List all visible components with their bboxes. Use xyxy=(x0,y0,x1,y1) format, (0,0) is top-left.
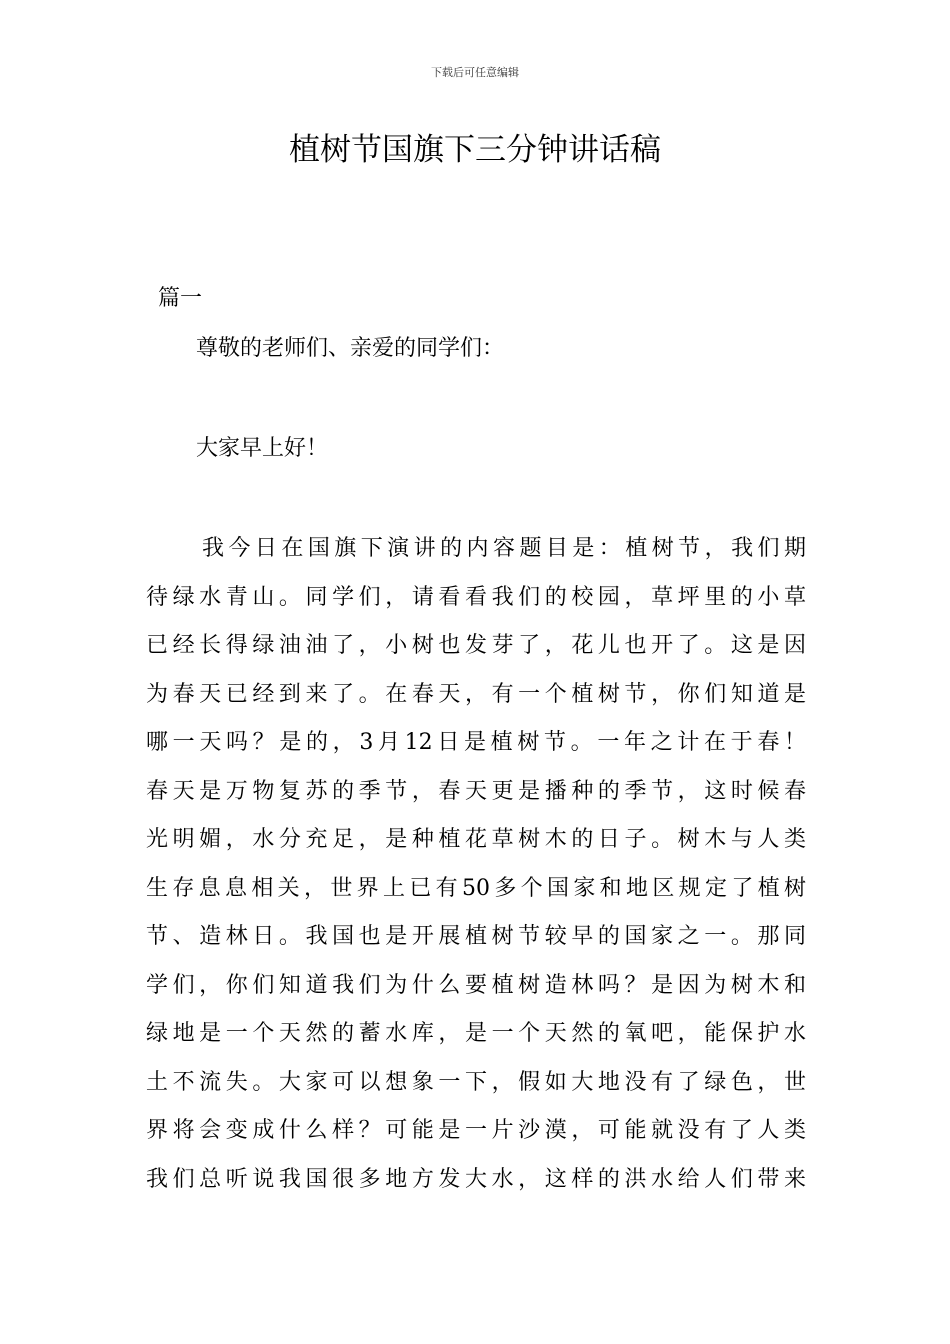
section-label: 篇一 xyxy=(158,286,203,311)
salutation-line: 大家早上好！ xyxy=(196,436,329,461)
body-line: 节、造林日。我国也是开展植树节较早的国家之一。那同 xyxy=(146,924,806,949)
body-line: 绿地是一个天然的蓄水库，是一个天然的氧吧，能保护水 xyxy=(146,1021,806,1046)
body-line: 学们，你们知道我们为什么要植树造林吗？是因为树木和 xyxy=(146,972,806,998)
body-line: 生存息息相关，世界上已有50多个国家和地区规定了植树 xyxy=(146,875,806,901)
body-line: 已经长得绿油油了，小树也发芽了，花儿也开了。这是因 xyxy=(146,633,806,658)
body-line: 光明媚，水分充足，是种植花草树木的日子。树木与人类 xyxy=(146,827,806,852)
body-line: 待绿水青山。同学们，请看看我们的校园，草坪里的小草 xyxy=(146,584,806,610)
body-line: 春天是万物复苏的季节，春天更是播种的季节，这时候春 xyxy=(146,778,806,804)
body-line: 我今日在国旗下演讲的内容题目是：植树节，我们期 xyxy=(202,536,806,561)
body-line: 界将会变成什么样？可能是一片沙漠，可能就没有了人类 xyxy=(146,1118,806,1143)
body-line: 我们总听说我国很多地方发大水，这样的洪水给人们带来 xyxy=(146,1166,806,1192)
body-line: 哪一天吗？是的，3月12日是植树节。一年之计在于春！ xyxy=(146,730,806,755)
body-line: 为春天已经到来了。在春天，有一个植树节，你们知道是 xyxy=(146,681,806,707)
body-line: 土不流失。大家可以想象一下，假如大地没有了绿色，世 xyxy=(146,1069,806,1095)
greeting-line: 尊敬的老师们、亲爱的同学们： xyxy=(196,336,505,361)
body-paragraph xyxy=(146,530,806,1209)
document-title: 植树节国旗下三分钟讲话稿 xyxy=(289,132,661,168)
header-note: 下载后可任意编辑 xyxy=(431,66,519,79)
